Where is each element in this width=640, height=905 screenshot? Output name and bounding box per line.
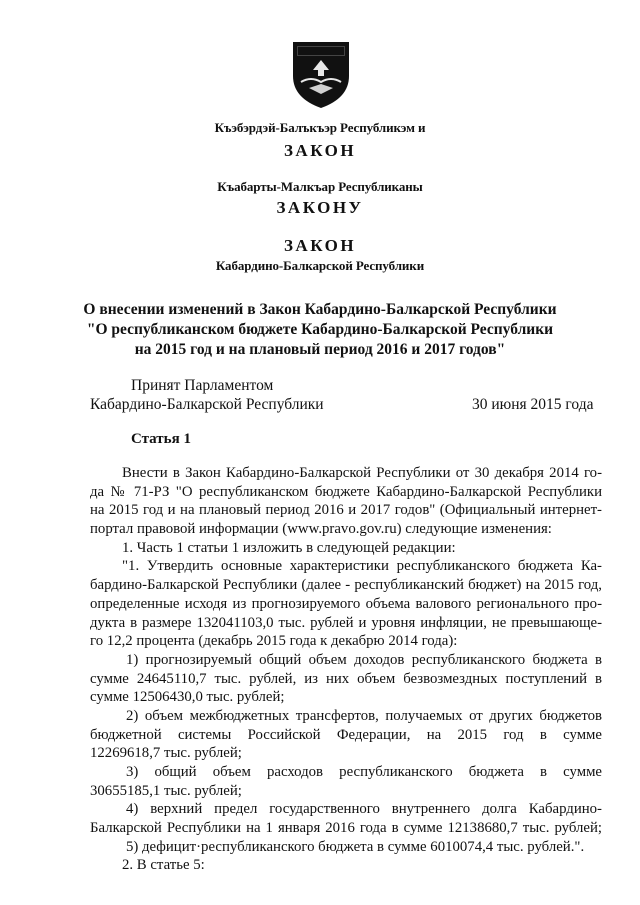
body-line: 30655185,1 тыс. рублей; [90,782,242,799]
article-body [90,464,602,875]
body-line: го 12,2 процента (декабрь 2015 года к декабрю 2014 года): [90,633,458,650]
header-balkar-republic: Къабарты-Малкъар Республиканы [217,179,423,194]
article-heading: Статья 1 [131,431,191,447]
adoption-date: 30 июня 2015 года [472,396,594,413]
body-line: 12269618,7 тыс. рублей; [90,745,242,762]
body-line: Балкарской Республики на 1 января 2016 года в сумме 12138680,7 тыс. рублей; [90,820,602,837]
body-line: бардино-Балкарской Республики (далее - республиканский бюджет) на 2015 год, [90,577,602,594]
law-title-line-2: "О республиканском бюджете Кабардино-Балкарской Республики [86,321,554,338]
law-title-line-3: на 2015 год и на плановый период 2016 и 2017 годов" [134,341,506,358]
adopted-republic-name: Кабардино-Балкарской Республики [90,396,324,413]
body-line: дукта в размере 132041103,0 тыс. рублей и уровня инфляции, не превышающе- [90,614,602,631]
body-line: 1) прогнозируемый общий объем доходов республиканского бюджета в [126,651,602,668]
header-kabardian-republic: Къэбэрдэй-Балъкъэр Республикэм и [214,120,426,135]
header-zakon-kabardian: ЗАКОН [283,141,357,160]
coat-of-arms-emblem [289,36,353,110]
body-line: 3) общий объем расходов республиканского бюджета в сумме [126,764,602,780]
adopted-by-parliament: Принят Парламентом [131,377,274,394]
body-line: бюджетной системы Российской Федерации, на 2015 год в сумме [90,726,602,743]
body-line: сумме 24645110,7 тыс. рублей, из них объем безвозмездных поступлений в [90,670,602,687]
body-line: портал правовой информации (www.pravo.gov.ru) следующие изменения: [90,521,552,538]
body-line: на 2015 год и на плановый период 2016 и 2017 годов" (Официальный интернет- [90,502,602,519]
body-line: 4) верхний предел государственного внутреннего долга Кабардино- [126,801,602,818]
header-zakon-russian: ЗАКОН [283,236,357,255]
header-kbr-russian: Кабардино-Балкарской Республики [215,258,425,273]
body-line: определенные исходя из прогнозируемого объема валового регионального про- [90,595,602,612]
body-line: да № 71-РЗ "О республиканском бюджете Кабардино-Балкарской Республики [90,483,602,500]
body-line: Внести в Закон Кабардино-Балкарской Республики от 30 декабря 2014 го- [122,465,602,481]
body-line: 2. В статье 5: [122,857,205,874]
header-zakon-balkar: ЗАКОНУ [276,198,364,217]
law-title-line-1: О внесении изменений в Закон Кабардино-Балкарской Республики [83,301,557,318]
body-line: 2) объем межбюджетных трансфертов, получаемых от других бюджетов [126,707,602,724]
body-line: 1. Часть 1 статьи 1 изложить в следующей редакции: [122,539,456,556]
body-line: "1. Утвердить основные характеристики республиканского бюджета Ка- [122,558,602,575]
body-line: 5) дефицит·республиканского бюджета в сумме 6010074,4 тыс. рублей.". [126,838,585,855]
body-line: сумме 12506430,0 тыс. рублей; [90,689,285,706]
